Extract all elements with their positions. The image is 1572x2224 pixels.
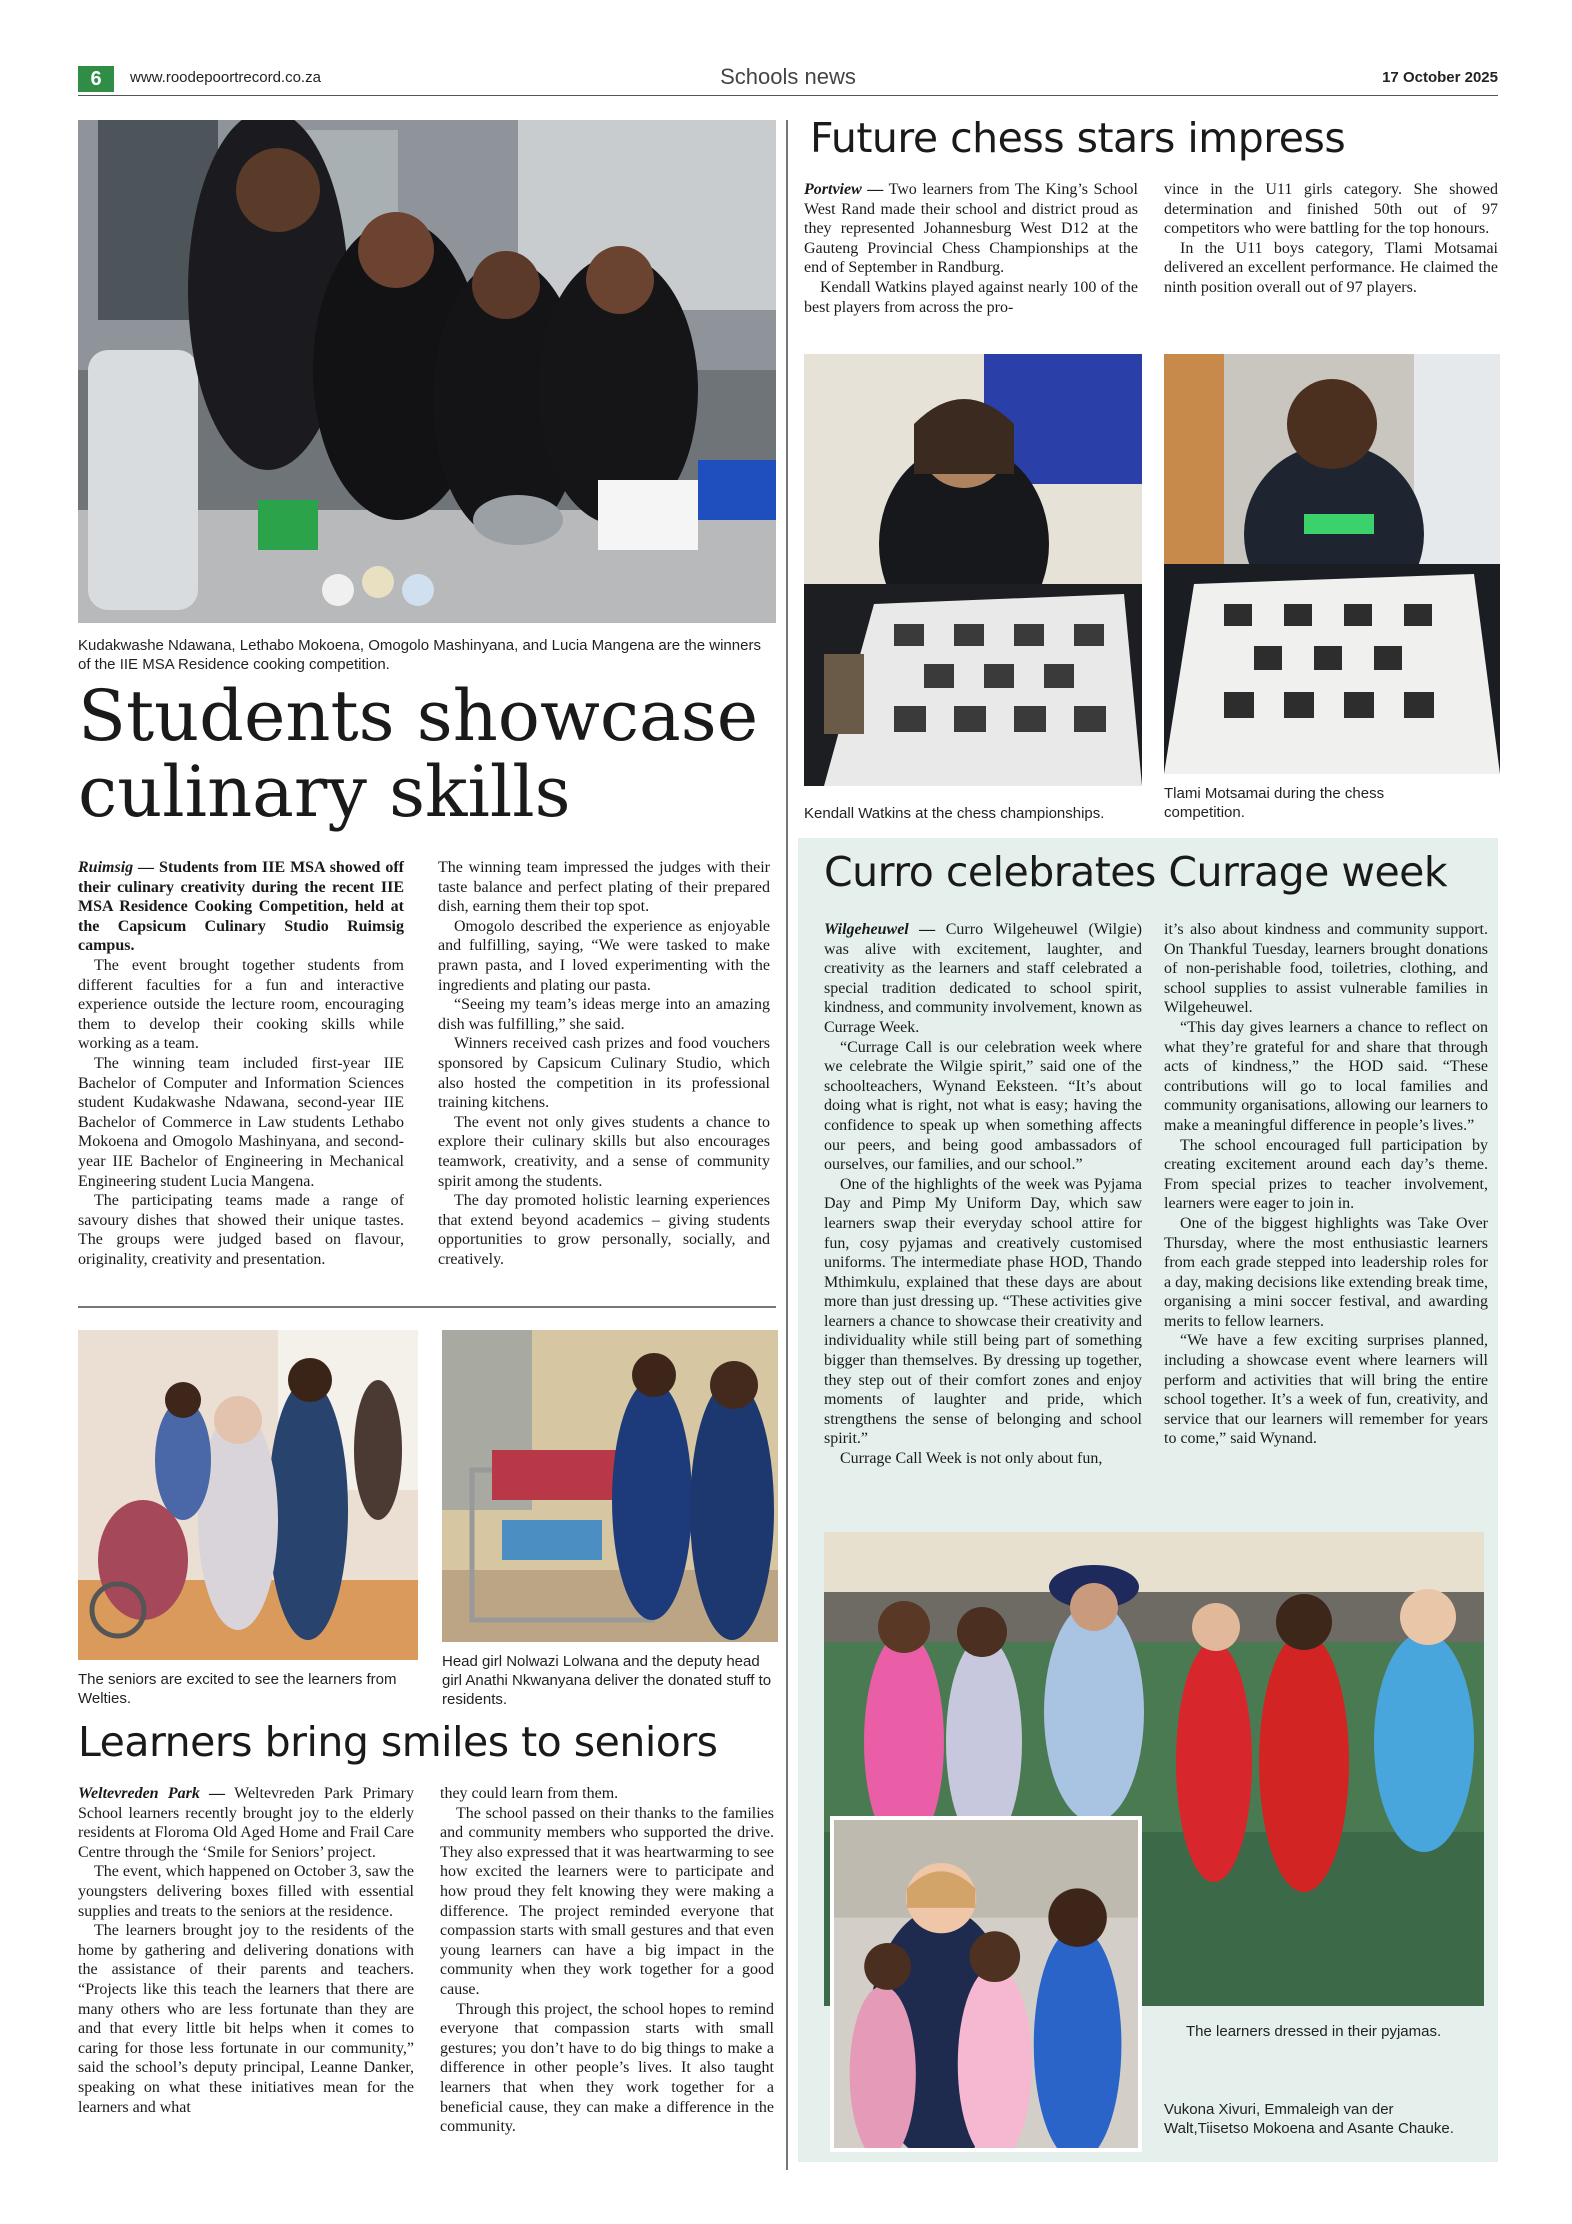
paragraph: Kendall Watkins played against nearly 100 of the best players from across the pro- [804,278,1138,316]
paragraph: Through this project, the school hopes to remind everyone that compassion starts with small gestures; you don’t have to do big things to make a difference in other people’s lives. It also taught learners that when they work together for a beneficial cause, they can make a difference in the community. [440,2000,774,2136]
curro-names-caption: Vukona Xivuri, Emmaleigh van der Walt,Tiisetso Mokoena and Asante Chauke. [1164,2101,1454,2137]
paragraph: The event not only gives students a chance to explore their culinary skills but also encourages teamwork, creativity, and a sense of community spirit among the students. [438,1113,770,1190]
culinary-dateline: Ruimsig — [78,859,155,876]
paragraph: One of the highlights of the week was Pyjama Day and Pimp My Uniform Day, which saw learners swap their everyday school attire for fun, cosy pyjamas and creatively customised uniforms. The intermediate phase HOD, Thando Mthimkulu, explained that these days are about more than just dressing up. “These activities give learners a chance to showcase their creativity and individuality while still being part of something bigger than themselves. By dressing up together, they step out of their comfort zones and enjoy moments of laughter and pride, which strengthens the sense of belonging and school spirit.” [824,1175,1142,1448]
seniors-caption: The seniors are excited to see the learners from Welties. [78,1671,397,1707]
page-number: 6 [78,66,114,92]
page-header [78,64,1498,96]
culinary-column-2 [438,858,770,1269]
paragraph: “Currage Call is our celebration week where we celebrate the Wilgie spirit,” said one of the schoolteachers, Wynand Eeksteen. “It’s about doing what is right, not what is easy; having the confidence to speak up when something affects our peers, and being good ambassadors of ourselves, our families, and our school.” [824,1038,1142,1174]
paragraph: The participating teams made a range of savoury dishes that showed their unique tastes. The groups were judged based on flavour, originality, creativity and presentation. [78,1192,404,1268]
paragraph: Two learners from The King’s School West Rand made their school and district proud as they represented Johannesburg West D12 at the Gauteng Provincial Chess Championships at the end of September in Randburg. [804,181,1138,277]
paragraph: The winning team included first-year IIE Bachelor of Computer and Information Sciences student Kudakwashe Ndawana, second-year IIE Bachelor of Commerce in Law students Lethabo Mokoena and Omogolo Mashinyana, and second-year IIE Bachelor of Engineering in Mechanical Engineering student Lucia Mangena. [78,1054,404,1190]
head-girls-photo [442,1330,778,1642]
paragraph: Omogolo described the experience as enjoyable and fulfilling, saying, “We were tasked to make prawn pasta, and I loved experimenting with the ingredients and plating our pasta. [438,917,770,994]
paragraph: The event, which happened on October 3, saw the youngsters delivering boxes filled with essential supplies and treats to the seniors at the residence. [78,1863,414,1920]
paragraph: The school passed on their thanks to the families and community members who supported the drive. They also expressed that it was heartwarming to see how excited the learners were to participate and how proud they felt knowing they were making a difference. The project reminded everyone that compassion starts with small gestures and that even young learners can have a big impact in the community when they work together for a good cause. [440,1804,774,1998]
culinary-column-1 [78,858,404,1269]
paragraph: The winning team impressed the judges with their taste balance and perfect plating of their prepared dish, earning them their top spot. [438,859,770,916]
paragraph: vince in the U11 girls category. She showed determination and finished 50th out of 97 competitors who were battling for the top honours. [1164,181,1498,238]
paragraph: it’s also about kindness and community support. On Thankful Tuesday, learners brought donations of non-perishable food, toiletries, clothing, and school supplies to assist vulnerable families in Wilgeheuwel. [1164,921,1488,1017]
tlami-caption: Tlami Motsamai during the chess competition. [1164,785,1385,821]
kendall-chess-photo [804,354,1142,786]
culinary-headline-line1: Students showcase [78,675,759,757]
seniors-photo [78,1330,418,1660]
seniors-headline: Learners bring smiles to seniors [78,1718,718,1766]
curro-column-1 [824,920,1142,1469]
paragraph: The school encouraged full participation by creating excitement around each day’s theme. From special prizes to teacher involvement, learners were eager to join in. [1164,1136,1488,1213]
section-title: Schools news [720,64,856,89]
curro-headline: Curro celebrates Currage week [824,848,1448,896]
seniors-column-1 [78,1784,414,2117]
paragraph: “We have a few exciting surprises planned, including a showcase event where learners will perform and activities that will bring the entire school together. It’s a week of fun, creativity, and service that our learners will remember for years to come,” said Wynand. [1164,1332,1488,1448]
paragraph: Weltevreden Park Primary School learners recently brought joy to the elderly residents at Floroma Old Aged Home and Frail Care Centre through the ‘Smile for Seniors’ project. [78,1785,415,1861]
paragraph: they could learn from them. [440,1785,619,1802]
curro-dateline: Wilgeheuwel — [824,921,936,938]
chess-column-1 [804,180,1138,317]
chess-dateline: Portview — [804,181,884,198]
paragraph: The day promoted holistic learning experiences that extend beyond academics – giving students opportunities to grow personally, socially, and creatively. [438,1192,770,1268]
culinary-lead: Students from IIE MSA showed off their culinary creativity during the recent IIE MSA Residence Cooking Competition, held at the Capsicum Culinary Studio Ruimsig campus. [78,859,404,955]
pyjamas-caption: The learners dressed in their pyjamas. [1186,2023,1442,2040]
cooking-team-photo [78,120,776,623]
paragraph: The event brought together students from different faculties for a fun and interactive experience outside the lecture room, encouraging them to develop their cooking skills while working as a team. [78,956,404,1053]
column-divider [786,120,788,2170]
chess-headline: Future chess stars impress [810,114,1346,162]
paragraph: “Seeing my team’s ideas merge into an amazing dish was fulfilling,” she said. [438,996,770,1033]
article-divider [78,1306,776,1308]
kendall-caption: Kendall Watkins at the chess championships. [804,805,1105,822]
head-girls-caption: Head girl Nolwazi Lolwana and the deputy head girl Anathi Nkwanyana deliver the donated stuff to residents. [442,1653,772,1708]
teacher-learners-photo [830,1816,1142,2152]
paragraph: “This day gives learners a chance to reflect on what they’re grateful for and share that through acts of kindness,” the HOD said. “These contributions will go to local families and community organisations, allowing our learners to make a meaningful difference in people’s lives.” [1164,1018,1488,1134]
culinary-headline [78,675,778,833]
seniors-dateline: Weltevreden Park — [78,1785,226,1802]
paragraph: Curro Wilgeheuwel (Wilgie) was alive with excitement, laughter, and creativity as the learners and staff celebrated a special tradition dedicated to school spirit, kindness, and community involvement, known as Currage Week. [824,921,1142,1036]
paragraph: In the U11 boys category, Tlami Motsamai delivered an excellent performance. He claimed the ninth position overall out of 97 players. [1164,239,1498,296]
cooking-photo-caption: Kudakwashe Ndawana, Lethabo Mokoena, Omogolo Mashinyana, and Lucia Mangena are the winners of the IIE MSA Residence cooking competition. [78,637,761,673]
seniors-column-2 [440,1784,774,2137]
culinary-headline-line2: culinary skills [78,751,571,833]
issue-date: 17 October 2025 [1382,69,1498,86]
paragraph: The learners brought joy to the residents of the home by gathering and delivering donations with the assistance of their parents and teachers. “Projects like this teach the learners that there are many others who are less fortunate than they are and that every little bit helps when it comes to caring for those less fortunate in our community,” said the school’s deputy principal, Leanne Danker, speaking on what these initiatives mean for the learners and what [78,1922,414,2116]
paragraph: Currage Call Week is not only about fun, [840,1450,1103,1468]
paragraph: One of the biggest highlights was Take Over Thursday, where the most enthusiastic learners from each grade stepped into leadership roles for a day, making decisions like extending break time, organising a mini soccer festival, and awarding merits to fellow learners. [1164,1214,1488,1330]
paragraph: Winners received cash prizes and food vouchers sponsored by Capsicum Culinary Studio, which also hosted the competition in its professional training kitchens. [438,1035,770,1112]
chess-column-2 [1164,180,1498,298]
tlami-chess-photo [1164,354,1500,774]
curro-column-2 [1164,920,1488,1449]
site-url[interactable]: www.roodepoortrecord.co.za [130,69,321,86]
